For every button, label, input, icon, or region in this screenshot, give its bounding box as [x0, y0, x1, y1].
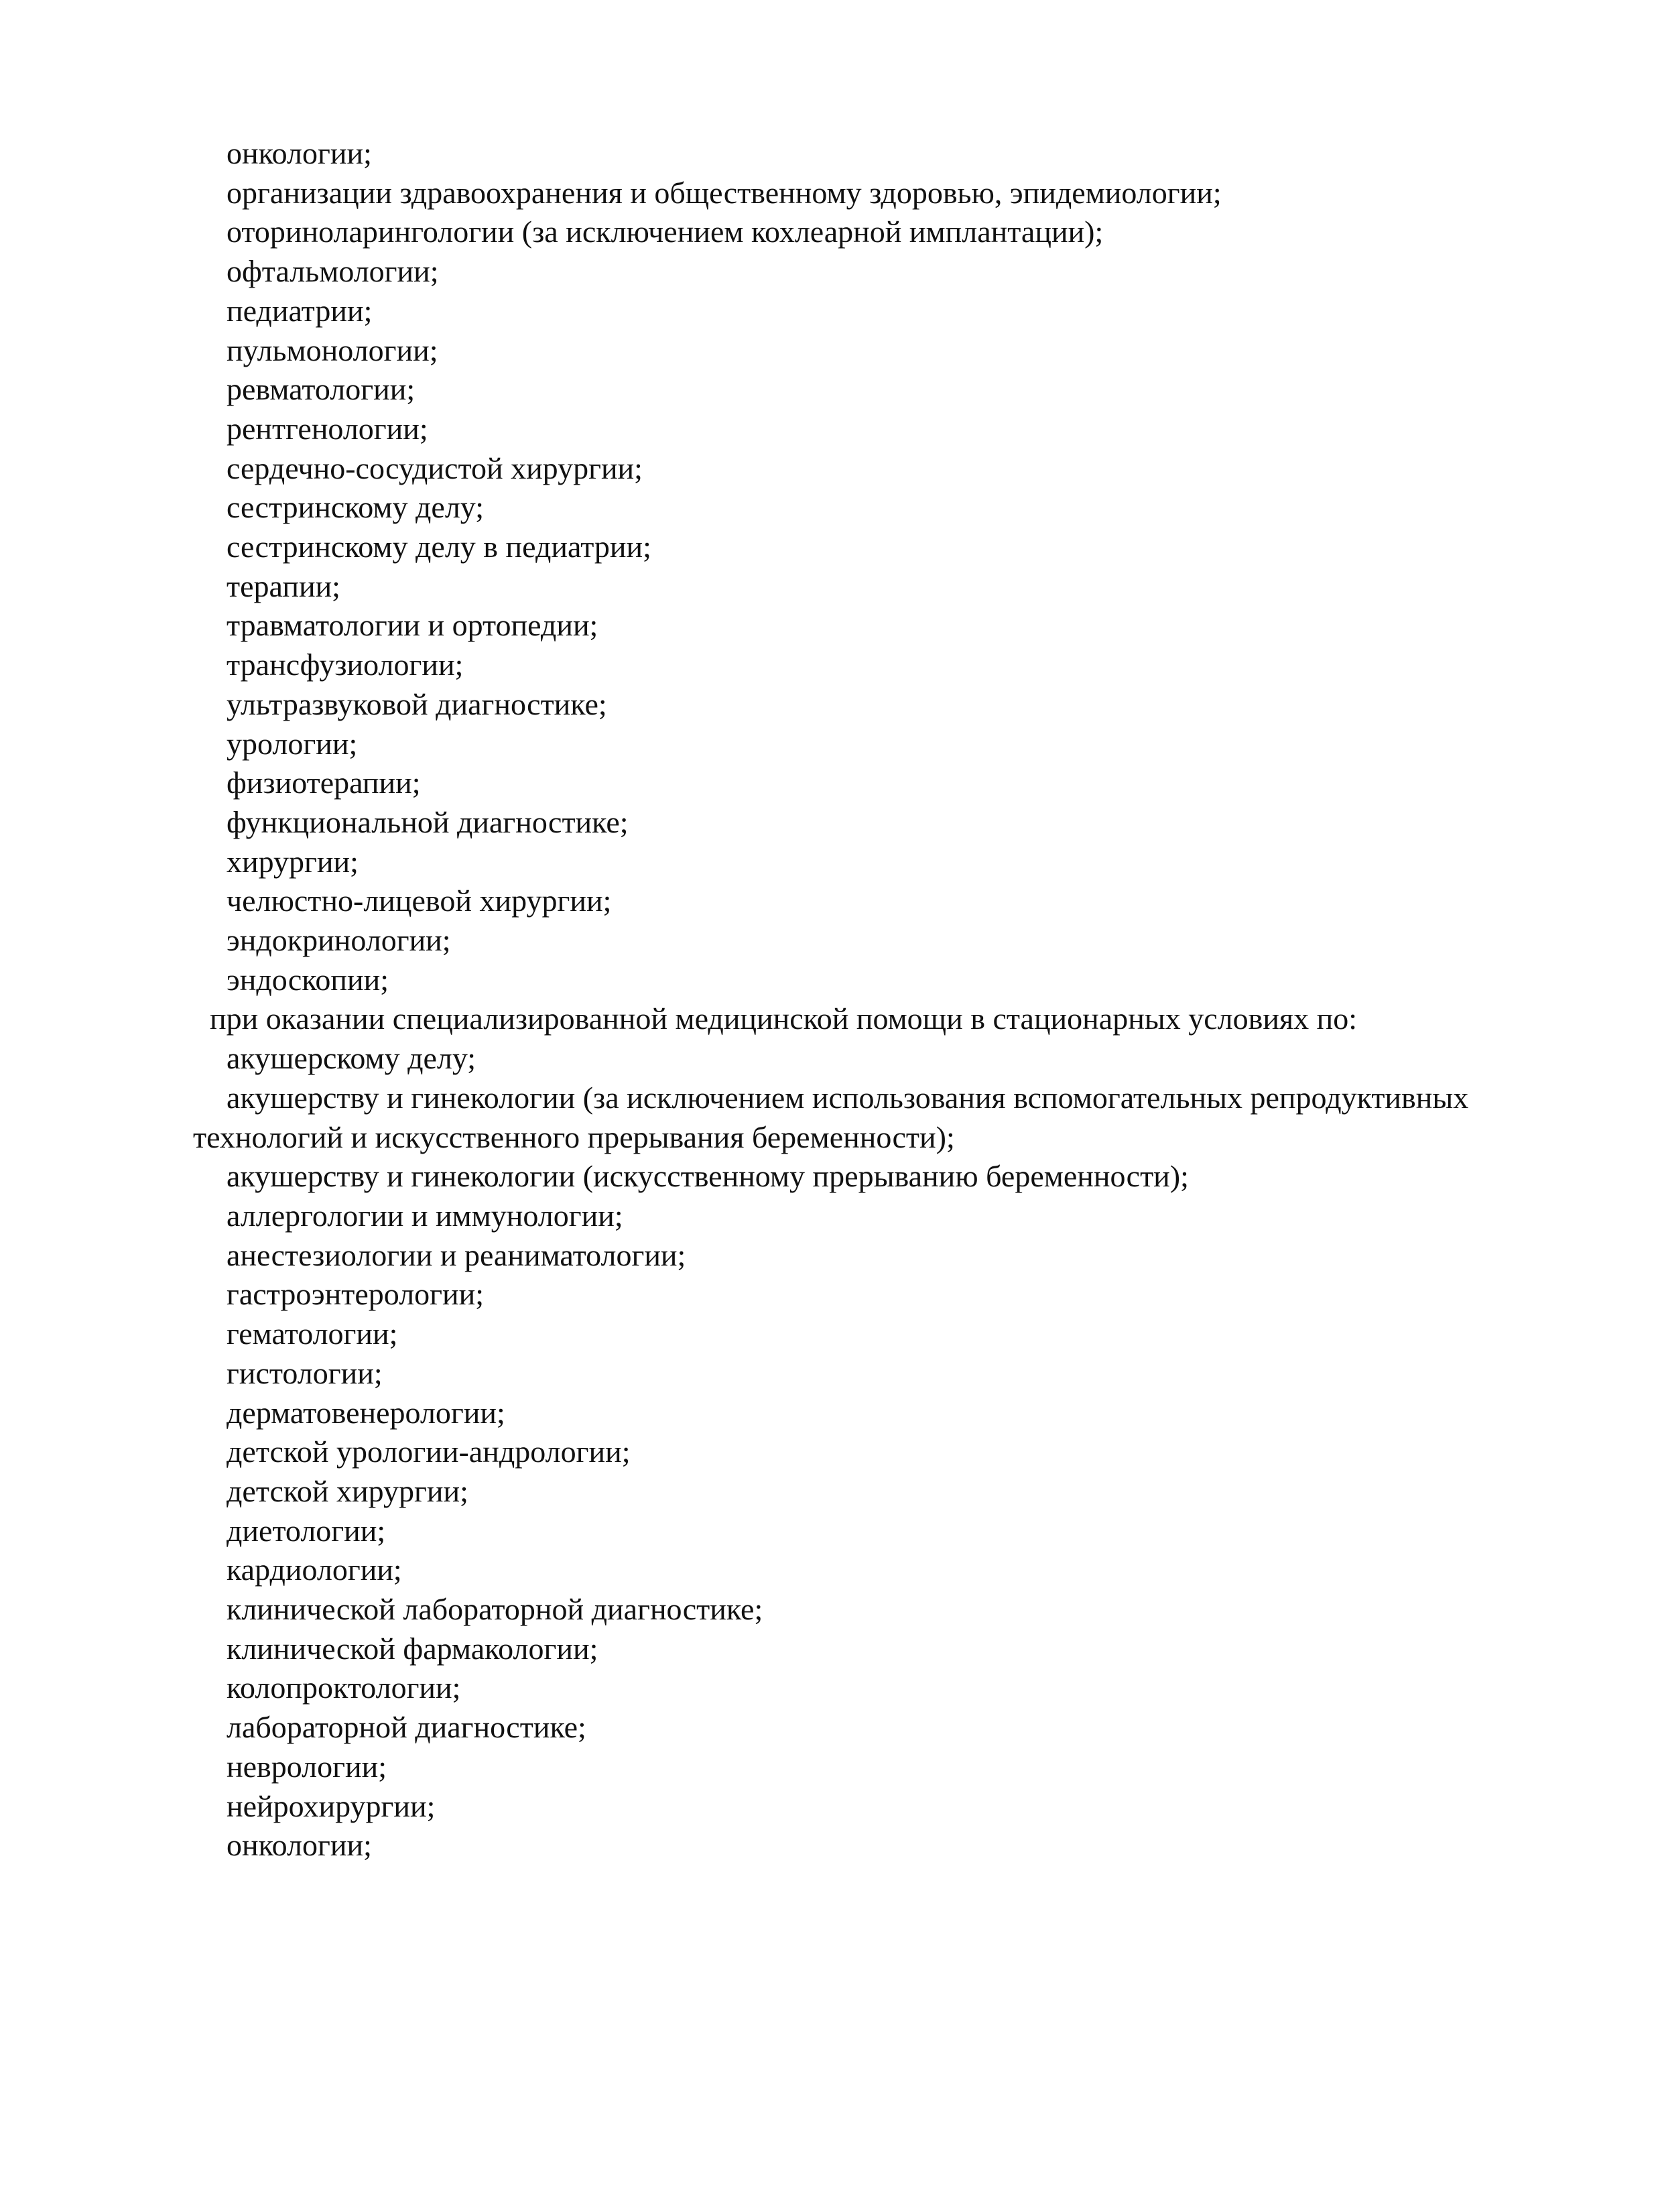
list-item: эндоскопии; — [227, 962, 389, 997]
list-item: сестринскому делу в педиатрии; — [227, 530, 651, 564]
list-item: акушерскому делу; — [227, 1041, 476, 1076]
list-item: пульмонологии; — [227, 332, 438, 367]
list-item: колопроктологии; — [227, 1670, 461, 1705]
list-item: сестринскому делу; — [227, 490, 484, 525]
list-item: функциональной диагностике; — [227, 804, 629, 839]
list-item: терапии; — [227, 568, 340, 603]
list-item-long-first-line: акушерству и гинекологии (за исключением использования вспомогательных репродуктивных — [227, 1080, 1469, 1115]
list-item: детской хирургии; — [227, 1473, 468, 1508]
list-item: педиатрии; — [227, 293, 373, 328]
list-item: клинической фармакологии; — [227, 1631, 598, 1666]
document-body — [193, 134, 1547, 1865]
list-item: клинической лабораторной диагностике; — [227, 1592, 763, 1627]
list-item: хирургии; — [227, 844, 359, 879]
list-item-long-continuation: технологий и искусственного прерывания беременности); — [193, 1119, 955, 1154]
list-item: физиотерапии; — [227, 765, 421, 800]
list-item: урологии; — [227, 726, 358, 761]
list-item: сердечно-сосудистой хирургии; — [227, 450, 643, 485]
list-item: ультразвуковой диагностике; — [227, 686, 607, 721]
list-item: аллергологии и иммунологии; — [227, 1198, 623, 1233]
list-item: ревматологии; — [227, 372, 416, 407]
list-item: травматологии и ортопедии; — [227, 608, 598, 643]
list-item: дерматовенерологии; — [227, 1395, 505, 1430]
list-item: оториноларингологии (за исключением кохлеарной имплантации); — [227, 214, 1104, 249]
list-item: лабораторной диагностике; — [227, 1710, 586, 1745]
list-item: акушерству и гинекологии (искусственному прерыванию беременности); — [227, 1159, 1189, 1194]
list-item: детской урологии-андрологии; — [227, 1434, 631, 1469]
list-item: трансфузиологии; — [227, 648, 464, 682]
list-item: гистологии; — [227, 1355, 383, 1390]
list-item: рентгенологии; — [227, 411, 428, 446]
list-item: гематологии; — [227, 1316, 398, 1351]
list-item: гастроэнтерологии; — [227, 1277, 485, 1312]
list-item: эндокринологии; — [227, 923, 451, 958]
list-item: диетологии; — [227, 1513, 386, 1548]
section-heading: при оказании специализированной медицинской помощи в стационарных условиях по: — [210, 1001, 1357, 1036]
list-item: анестезиологии и реаниматологии; — [227, 1237, 686, 1272]
list-item: нейрохирургии; — [227, 1788, 436, 1823]
list-item: организации здравоохранения и общественному здоровью, эпидемиологии; — [227, 175, 1222, 210]
list-item: неврологии; — [227, 1749, 387, 1784]
list-item: офтальмологии; — [227, 254, 439, 289]
list-item: онкологии; — [227, 136, 372, 170]
list-item: кардиологии; — [227, 1552, 402, 1587]
list-item: челюстно-лицевой хирургии; — [227, 883, 612, 918]
list-item: онкологии; — [227, 1828, 372, 1863]
